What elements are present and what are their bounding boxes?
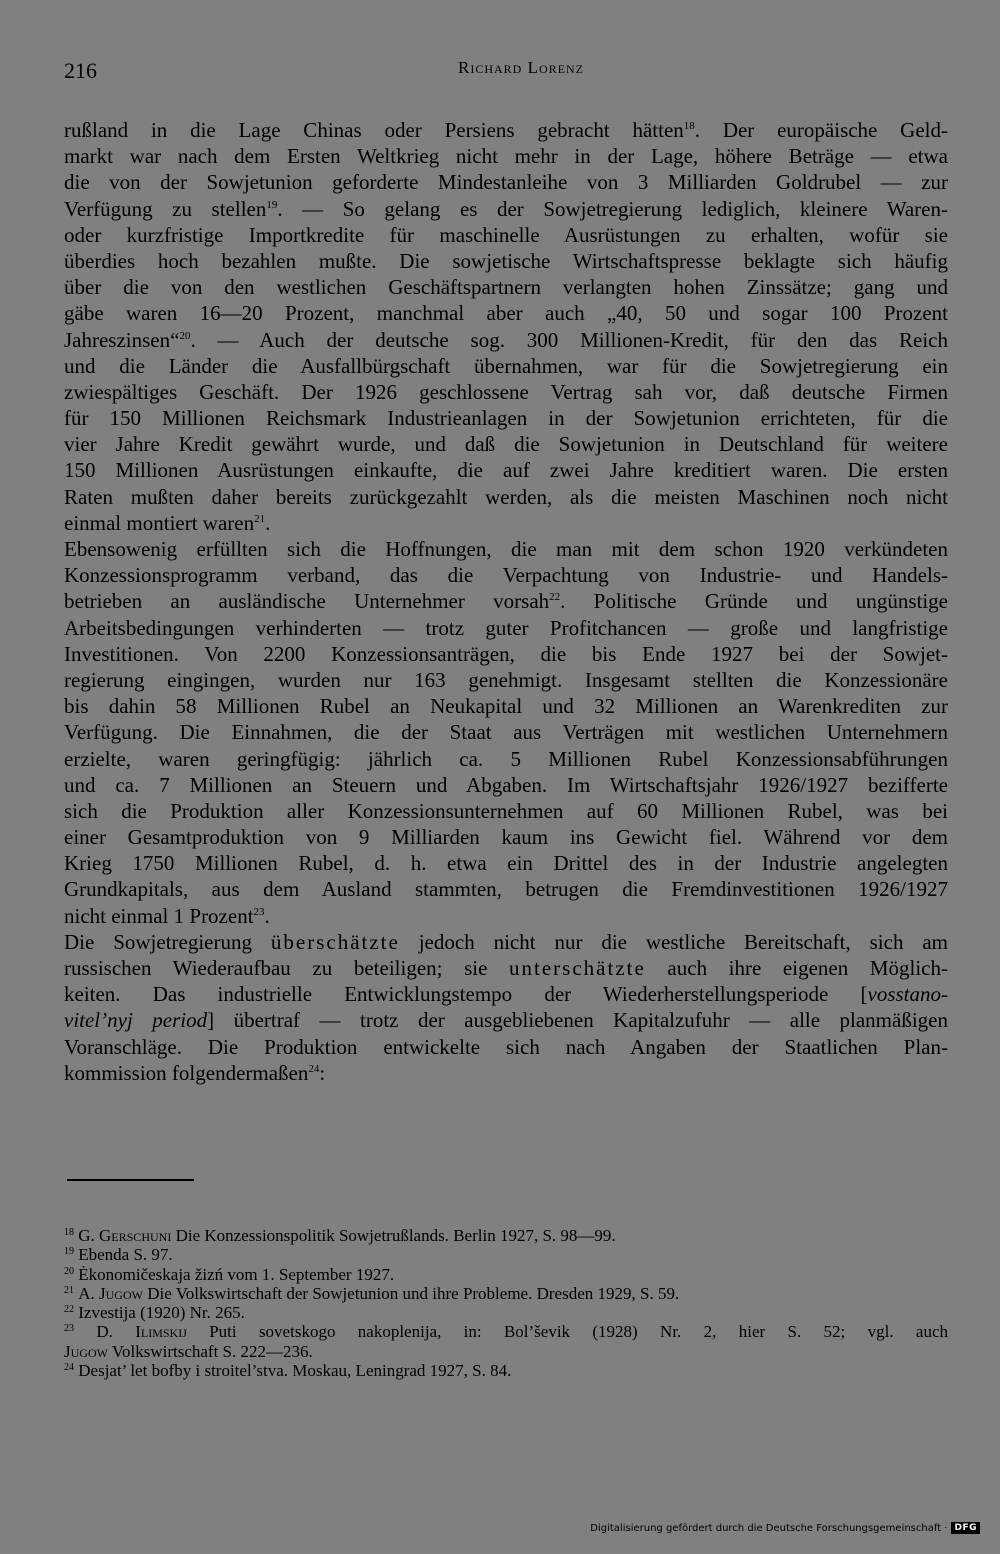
body-text bbox=[64, 117, 948, 1086]
footnote-ref[interactable]: 20 bbox=[179, 329, 191, 342]
footnote: $^{20}$ Ėkonomičeskaja žizń vom 1. September 1927. bbox=[64, 1264, 395, 1284]
italic-term: vitel’nyj period bbox=[64, 1008, 208, 1033]
footnote-continuation: Jugow Volkswirtschaft S. 222—236. bbox=[64, 1341, 313, 1361]
footnote-ref[interactable]: 18 bbox=[683, 120, 695, 132]
text-line: regierung eingingen, wurden nur 163 genehmigt. Insgesamt stellten die Konzessionäre bbox=[64, 667, 948, 692]
text-line: überdies hoch bezahlen mußte. Die sowjetische Wirtschaftspresse beklagte sich häufig bbox=[64, 248, 948, 273]
text-line: Die Sowjetregierung überschätzte jedoch nicht nur die westliche Bereitschaft, sich am bbox=[64, 929, 948, 954]
credit-text: Digitalisierung gefördert durch die Deutsche Forschungsgemeinschaft · bbox=[590, 1522, 948, 1534]
text-line: oder kurzfristige Importkredite für maschinelle Ausrüstungen zu erhalten, wofür sie bbox=[64, 222, 948, 247]
footnote-ref[interactable]: 23 bbox=[253, 905, 265, 918]
text-line: gäbe waren 16—20 Prozent, manchmal aber auch „40, 50 und sogar 100 Prozent bbox=[64, 301, 948, 326]
text-line: und die Länder die Ausfallbürgschaft übernahmen, war für die Sowjetregierung ein bbox=[64, 353, 948, 378]
footnote-ref[interactable]: 24 bbox=[308, 1062, 320, 1075]
text-line: zwiespältiges Geschäft. Der 1926 geschlossene Vertrag sah vor, daß deutsche Firmen bbox=[64, 379, 948, 404]
text-line: Raten mußten daher bereits zurückgezahlt werden, als die meisten Maschinen noch nicht bbox=[64, 484, 948, 509]
footnote-divider bbox=[67, 1179, 194, 1181]
text-line: einer Gesamtproduktion von 9 Milliarden kaum ins Gewicht fiel. Während vor dem bbox=[64, 825, 948, 850]
text-line: Ebensowenig erfüllten sich die Hoffnungen, die man mit dem schon 1920 verkündeten bbox=[64, 537, 948, 561]
footnote-ref[interactable]: 21 bbox=[254, 512, 266, 525]
text-line: Verfügung. Die Einnahmen, die der Staat aus Verträgen mit westlichen Unternehmern bbox=[64, 720, 948, 745]
text-line: kommission folgendermaßen$^{24}$: bbox=[64, 1060, 326, 1085]
footnote: $^{24}$ Desjat’ let bofby i stroitel’stva. Moskau, Leningrad 1927, S. 84. bbox=[64, 1361, 512, 1381]
text-line: einmal montiert waren$^{21}$. bbox=[64, 510, 271, 535]
running-head: Richard Lorenz bbox=[458, 58, 584, 77]
footnote: $^{18}$ G. Gerschuni Die Konzessionspolitik Sowjetrußlands. Berlin 1927, S. 98—99. bbox=[64, 1226, 616, 1245]
text-line: betrieben an ausländische Unternehmer vorsah$^{22}$. Politische Gründe und ungünstige bbox=[64, 589, 948, 614]
text-line: bis dahin 58 Millionen Rubel an Neukapital und 32 Millionen an Warenkrediten zur bbox=[64, 694, 948, 719]
text-line: russischen Wiederaufbau zu beteiligen; sie unterschätzte auch ihre eigenen Möglich- bbox=[64, 956, 948, 980]
text-line: Voranschläge. Die Produktion entwickelte sich nach Angaben der Staatlichen Plan- bbox=[64, 1034, 948, 1059]
text-line: Investitionen. Von 2200 Konzessionsanträgen, die bis Ende 1927 bei der Sowjet- bbox=[64, 641, 948, 666]
text-line: Jahreszinsen“$^{20}$. — Auch der deutsche sog. 300 Millionen-Kredit, für den das Reich bbox=[64, 327, 948, 352]
text-line: sich die Produktion aller Konzessionsunternehmen auf 60 Millionen Rubel, was bei bbox=[64, 798, 948, 823]
footnote: $^{23}$ D. Ilimskij Puti sovetskogo nakoplenija, in: Bol’ševik (1928) Nr. 2, hier S. 52; vgl. auch bbox=[64, 1322, 948, 1342]
footnote-ref[interactable]: 22 bbox=[549, 591, 561, 604]
text-line: rußland in die Lage Chinas oder Persiens gebracht hätten$^{18}$. Der europäische Geld- bbox=[64, 118, 948, 142]
text-line: für 150 Millionen Reichsmark Industrieanlagen in der Sowjetunion errichteten, für die bbox=[64, 406, 948, 431]
text-line: über die von den westlichen Geschäftspartnern verlangten hohen Zinssätze; gang und bbox=[64, 275, 948, 300]
footnote-ref[interactable]: 19 bbox=[266, 198, 278, 211]
text-line: vitel’nyj period] übertraf — trotz der ausgebliebenen Kapitalzufuhr — alle planmäßigen bbox=[64, 1008, 948, 1033]
text-line: nicht einmal 1 Prozent$^{23}$. bbox=[64, 903, 270, 928]
text-line: erzielte, waren geringfügig: jährlich ca. 5 Millionen Rubel Konzessionsabführungen bbox=[64, 746, 948, 771]
dfg-logo: DFG bbox=[951, 1522, 980, 1534]
footnotes bbox=[64, 1226, 948, 1380]
text-line: 150 Millionen Ausrüstungen einkaufte, die auf zwei Jahre kreditiert waren. Die ersten bbox=[64, 458, 948, 483]
footnote: $^{19}$ Ebenda S. 97. bbox=[64, 1245, 173, 1265]
digitization-credit bbox=[590, 1522, 980, 1534]
spaced-emphasis: unterschätzte bbox=[509, 956, 646, 980]
text-line: markt war nach dem Ersten Weltkrieg nicht mehr in der Lage, höhere Beträge — etwa bbox=[64, 144, 948, 169]
text-line: Krieg 1750 Millionen Rubel, d. h. etwa ein Drittel des in der Industrie angelegten bbox=[64, 851, 948, 876]
text-line: Grundkapitals, aus dem Ausland stammten, betrugen die Fremdinvestitionen 1926/1927 bbox=[64, 877, 948, 902]
footnote: $^{22}$ Izvestija (1920) Nr. 265. bbox=[64, 1303, 245, 1323]
page-header bbox=[64, 58, 938, 88]
text-line: die von der Sowjetunion geforderte Mindestanleihe von 3 Milliarden Goldrubel — zur bbox=[64, 170, 948, 195]
text-line: Verfügung zu stellen$^{19}$. — So gelang es der Sowjetregierung lediglich, kleinere Waren- bbox=[64, 196, 948, 221]
italic-term: vosstano- bbox=[867, 982, 948, 1007]
page-number: 216 bbox=[64, 58, 97, 83]
spaced-emphasis: überschätzte bbox=[270, 929, 400, 954]
text-line: vier Jahre Kredit gewährt wurde, und daß die Sowjetunion in Deutschland für weitere bbox=[64, 432, 948, 457]
text-line: Konzessionsprogramm verband, das die Verpachtung von Industrie- und Handels- bbox=[64, 563, 948, 588]
text-line: und ca. 7 Millionen an Steuern und Abgaben. Im Wirtschaftsjahr 1926/1927 bezifferte bbox=[64, 772, 948, 797]
text-line: keiten. Das industrielle Entwicklungstempo der Wiederherstellungsperiode [vosstano- bbox=[64, 982, 948, 1007]
text-line: Arbeitsbedingungen verhinderten — trotz guter Profitchancen — große und langfristige bbox=[64, 615, 948, 640]
footnote: $^{21}$ A. Jugow Die Volkswirtschaft der Sowjetunion und ihre Probleme. Dresden 1929, S. 59. bbox=[64, 1283, 680, 1303]
